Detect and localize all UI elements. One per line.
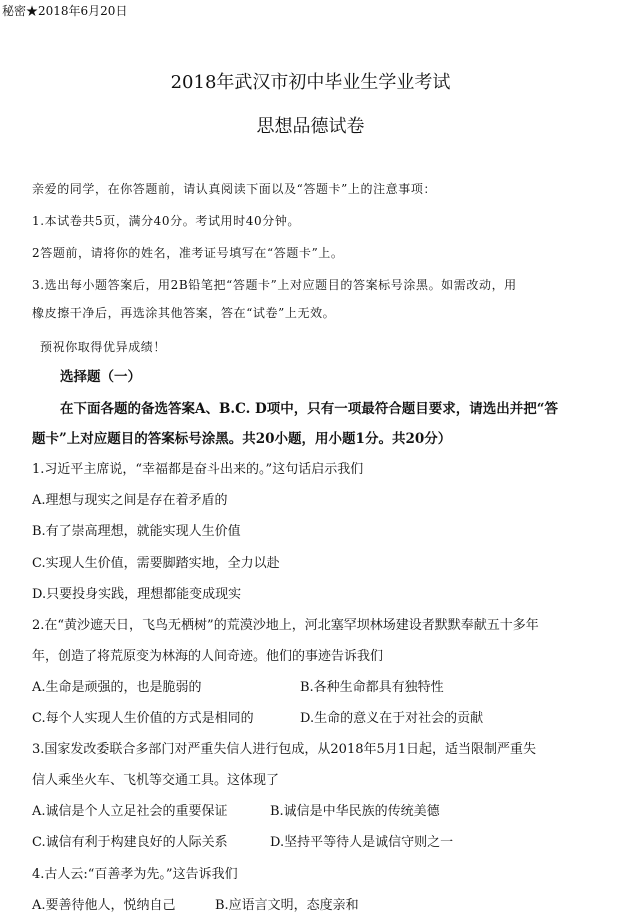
exam-subtitle: 思想品德试卷: [256, 116, 365, 137]
question-2-option-d: D.生命的意义在于对社会的贡献: [300, 711, 484, 726]
notice-item-3-line-2: 橡皮擦干净后，再选涂其他答案，答在“试卷”上无效。: [32, 306, 336, 320]
question-2-stem-line-2: 年，创造了将荒原变为林海的人间奇迹。他们的事迹告诉我们: [32, 649, 384, 664]
question-3-option-b: B.诚信是中华民族的传统美德: [270, 804, 440, 819]
question-2-option-c: C.每个人实现人生价值的方式是相同的: [32, 711, 254, 726]
question-4-option-a: A.要善待他人，悦纳自己: [32, 898, 176, 913]
question-2-option-a: A.生命是顽强的，也是脆弱的: [32, 680, 202, 695]
notice-item-1: 1.本试卷共5页，满分40分。考试用时40分钟。: [32, 214, 301, 228]
question-3-stem-line-2: 信人乘坐火车、飞机等交通工具。这体现了: [32, 773, 280, 788]
question-1-stem: 1.习近平主席说，“幸福都是奋斗出来的。”这句话启示我们: [32, 462, 364, 477]
section-instruction-line-2: 题卡”上对应题目的答案标号涂黑。共20小题，用小题1分。共20分）: [32, 431, 452, 447]
question-4-option-b: B.应语言文明，态度亲和: [215, 898, 359, 913]
question-4-stem: 4.古人云:“百善孝为先。”这告诉我们: [32, 867, 238, 882]
question-2-option-b: B.各种生命都具有独特性: [300, 680, 444, 695]
notice-wish: 预祝你取得优异成绩！: [40, 340, 167, 354]
question-2-stem-line-1: 2.在“黄沙遮天日，飞鸟无栖树”的荒漠沙地上，河北塞罕坝林场建设者默默奉献五十多年: [32, 618, 539, 633]
notice-item-2: 2答题前，请将你的姓名，准考证号填写在“答题卡”上。: [32, 246, 344, 260]
question-3-option-d: D.坚持平等待人是诚信守则之一: [270, 835, 454, 850]
question-3-option-a: A.诚信是个人立足社会的重要保证: [32, 804, 228, 819]
notice-item-3-line-1: 3.选出每小题答案后，用2B铅笔把“答题卡”上对应题目的答案标号涂黑。如需改动，用: [32, 278, 517, 292]
question-1-option-a: A.理想与现实之间是存在着矛盾的: [32, 493, 228, 508]
secret-date-label: 秘密★2018年6月20日: [2, 4, 128, 18]
question-3-option-c: C.诚信有利于构建良好的人际关系: [32, 835, 228, 850]
question-1-option-b: B.有了崇高理想，就能实现人生价值: [32, 524, 241, 539]
question-1-option-d: D.只要投身实践，理想都能变成现实: [32, 587, 242, 602]
notice-intro: 亲爱的同学，在你答题前，请认真阅读下面以及“答题卡”上的注意事项：: [32, 182, 437, 196]
section-instruction-line-1: 在下面各题的备选答案A、B.C. D项中，只有一项最符合题目要求，请选出并把“答: [60, 401, 558, 417]
question-1-option-c: C.实现人生价值，需要脚踏实地，全力以赴: [32, 556, 280, 571]
exam-title: 2018年武汉市初中毕业生学业考试: [170, 72, 451, 93]
section-heading: 选择题（一）: [60, 369, 141, 385]
question-3-stem-line-1: 3.国家发改委联合多部门对严重失信人进行包成，从2018年5月1日起，适当限制严重失: [32, 742, 537, 757]
